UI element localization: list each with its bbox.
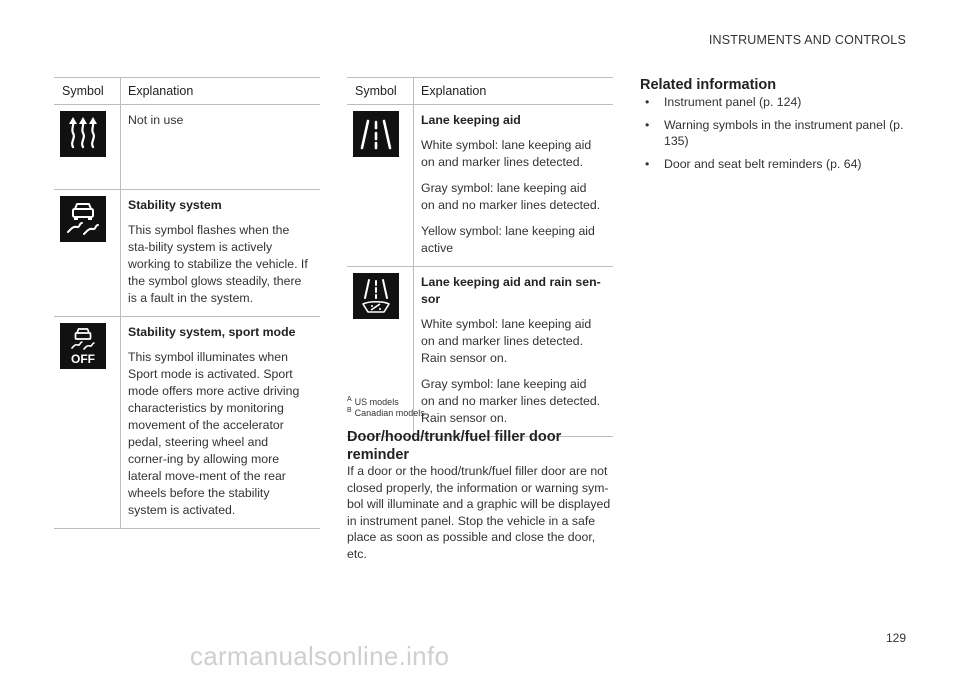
related-link[interactable]: Warning symbols in the instrument panel (p. 135)	[664, 117, 904, 148]
related-link[interactable]: Door and seat belt reminders (p. 64)	[664, 156, 862, 171]
off-label: OFF	[71, 352, 95, 366]
explanation-text: White symbol: lane keeping aid on and marker lines detected.	[421, 138, 592, 169]
lane-keeping-rain-sensor-icon	[353, 273, 399, 319]
explanation-text: White symbol: lane keeping aid on and marker lines detected. Rain sensor on.	[421, 317, 592, 365]
footnote: $^B$ Canadian models	[347, 407, 425, 418]
stability-sport-off-icon	[60, 323, 106, 369]
watermark: carmanualsonline.info	[190, 641, 450, 671]
explanation-text: This symbol illuminates when Sport mode is activated. Sport mode offers more active driving characteristics by monitoring movement of the accelerator pedal, steering wheel and corner-ing by allowing more lateral move-ment of the rear wheels before the stability system is activated.	[128, 350, 300, 517]
column-header-symbol: Symbol	[347, 78, 414, 105]
page-number: 129	[885, 631, 906, 645]
bullet-icon: •	[645, 117, 650, 132]
explanation-text: Yellow symbol: lane keeping aid active	[421, 224, 595, 255]
explanation-text: Gray symbol: lane keeping aid on and no marker lines detected. Rain sensor on.	[421, 377, 601, 425]
section-heading: Door/hood/trunk/fuel filler door reminder	[347, 429, 562, 463]
explanation-text: Not in use	[128, 113, 184, 127]
row-title: Lane keeping aid	[421, 113, 521, 127]
list-item[interactable]	[640, 94, 910, 111]
related-link[interactable]: Instrument panel (p. 124)	[664, 95, 802, 109]
list-item[interactable]	[640, 156, 910, 173]
lane-keeping-aid-icon	[353, 111, 399, 157]
table-row	[54, 105, 320, 190]
bullet-icon: •	[645, 95, 650, 109]
related-list	[640, 94, 910, 178]
column-header-explanation: Explanation	[414, 78, 614, 105]
column-header-explanation: Explanation	[121, 78, 321, 105]
symbol-table-right	[347, 77, 613, 437]
bullet-icon: •	[645, 156, 650, 171]
symbol-table-left	[54, 77, 320, 529]
table-row	[54, 190, 320, 317]
explanation-text: Gray symbol: lane keeping aid on and no marker lines detected.	[421, 181, 601, 212]
footnote: $^A$ US models	[347, 396, 399, 407]
row-title: Stability system, sport mode	[128, 325, 296, 339]
row-title: Lane keeping aid and rain sen-sor	[421, 275, 601, 306]
section-header: INSTRUMENTS AND CONTROLS	[708, 33, 906, 47]
related-heading: Related information	[640, 77, 777, 93]
row-title: Stability system	[128, 198, 222, 212]
stability-system-icon	[60, 196, 106, 242]
body-text: If a door or the hood/trunk/fuel filler door are not closed properly, the information or warning sym-bol will illuminate and a graphic will be displayed in instrument panel. Stop the vehicle in a safe place as soon as possible and close the door, etc.	[347, 464, 611, 561]
table-row	[54, 317, 320, 529]
heated-rear-window-icon	[60, 111, 106, 157]
table-row	[347, 105, 613, 267]
explanation-text: This symbol flashes when the sta-bility system is actively working to stabilize the vehicle. If the symbol glows steadily, there is a fault in the system.	[128, 223, 308, 305]
list-item[interactable]	[640, 117, 910, 150]
column-header-symbol: Symbol	[54, 78, 121, 105]
